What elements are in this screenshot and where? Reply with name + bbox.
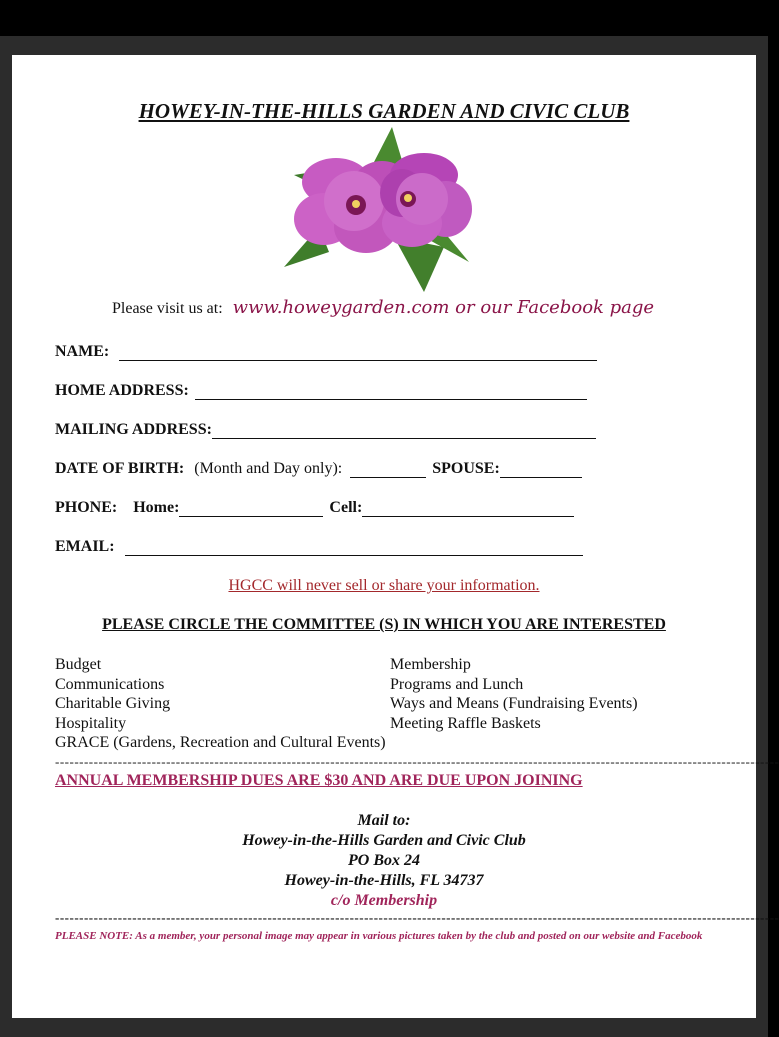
email-field <box>55 538 583 556</box>
committee-item: Budget <box>55 656 102 673</box>
mail-to-block <box>12 811 756 911</box>
home-address-field <box>55 382 587 400</box>
phone-home-line[interactable] <box>179 500 323 517</box>
committee-item: Charitable Giving <box>55 695 171 712</box>
mail-box: PO Box 24 <box>348 852 420 869</box>
committee-item: Ways and Means (Fundraising Events) <box>390 695 638 712</box>
mailing-address-field <box>55 421 596 439</box>
dob-field <box>55 460 582 478</box>
mail-heading: Mail to: <box>357 812 411 829</box>
mailing-address-line[interactable] <box>212 422 596 439</box>
name-line[interactable] <box>119 344 597 361</box>
privacy-notice: HGCC will never sell or share your information. <box>228 577 540 594</box>
name-label: NAME: <box>55 343 110 360</box>
mailing-address-label: MAILING ADDRESS: <box>55 421 212 438</box>
committee-heading: PLEASE CIRCLE THE COMMITTEE (S) IN WHICH YOU ARE INTERESTED <box>102 616 666 633</box>
photo-note: PLEASE NOTE: As a member, your personal image may appear in various pictures taken by the club and posted on our website and Facebook <box>55 930 703 942</box>
spouse-label: SPOUSE: <box>432 460 500 477</box>
dashed-divider: ------------------------------------------------------------------------------------------------------------------------------------------------------ <box>55 910 779 925</box>
mail-attention: c/o Membership <box>330 892 438 909</box>
dashed-divider: ------------------------------------------------------------------------------------------------------------------------------------------------------ <box>55 754 779 769</box>
mail-org: Howey-in-the-Hills Garden and Civic Club <box>242 832 526 849</box>
dob-line[interactable] <box>350 461 426 478</box>
home-address-label: HOME ADDRESS: <box>55 382 189 399</box>
dob-label: DATE OF BIRTH: <box>55 460 185 477</box>
committee-item: Meeting Raffle Baskets <box>390 714 541 732</box>
committee-column-right <box>390 655 638 733</box>
website-link[interactable]: www.howeygarden.com or our Facebook page <box>232 297 655 318</box>
dob-hint: (Month and Day only): <box>194 460 343 477</box>
dues-notice: ANNUAL MEMBERSHIP DUES ARE $30 AND ARE DUE UPON JOINING <box>55 772 583 789</box>
club-title: HOWEY-IN-THE-HILLS GARDEN AND CIVIC CLUB <box>138 99 630 123</box>
email-label: EMAIL: <box>55 538 115 555</box>
phone-field <box>55 499 574 517</box>
spouse-line[interactable] <box>500 461 582 478</box>
committee-item: Hospitality <box>55 714 127 732</box>
phone-cell-label: Cell: <box>329 499 363 516</box>
committee-column-left <box>55 655 386 753</box>
phone-home-label: Home: <box>133 499 180 516</box>
name-field <box>55 343 597 361</box>
phone-label: PHONE: <box>55 499 118 516</box>
committee-item: Membership <box>390 656 471 673</box>
visit-label: Please visit us at: <box>112 300 223 317</box>
visit-line <box>112 297 654 318</box>
committee-item: GRACE (Gardens, Recreation and Cultural Events) <box>55 734 386 751</box>
email-line[interactable] <box>125 539 583 556</box>
committee-item: Programs and Lunch <box>390 675 524 693</box>
mail-city: Howey-in-the-Hills, FL 34737 <box>284 872 484 889</box>
committee-item: Communications <box>55 675 165 693</box>
form-page <box>12 55 779 1018</box>
phone-cell-line[interactable] <box>362 500 574 517</box>
home-address-line[interactable] <box>195 383 587 400</box>
hibiscus-flower-image <box>274 127 470 295</box>
